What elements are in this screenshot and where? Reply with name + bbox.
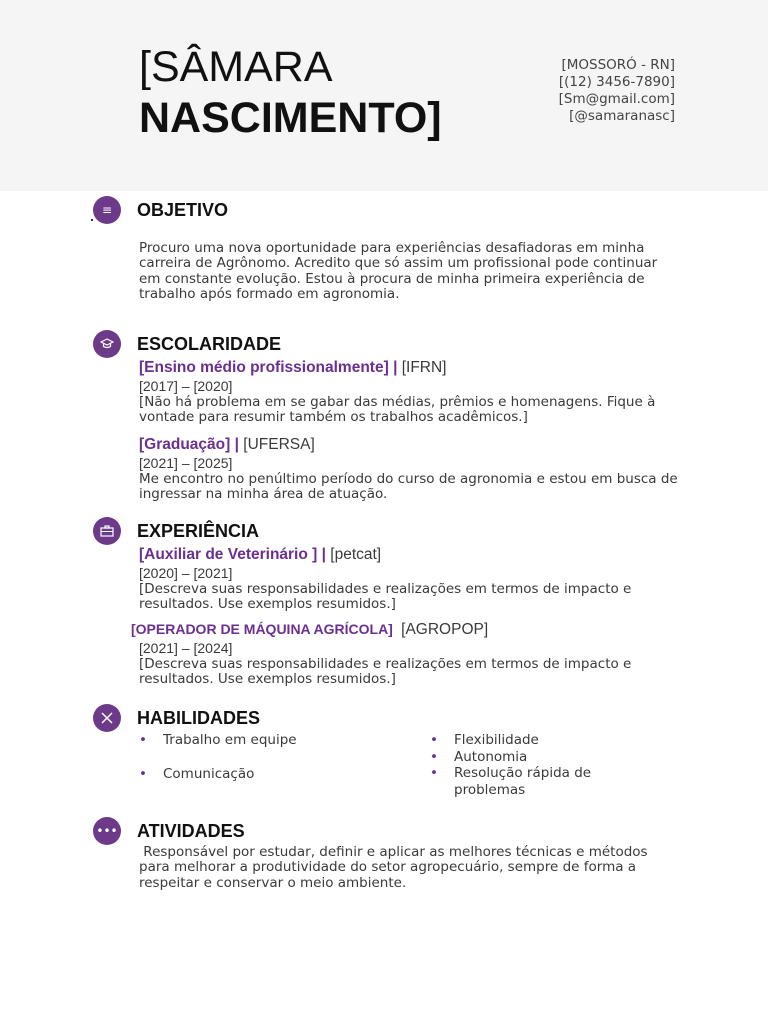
separator: | — [321, 546, 326, 563]
section-title-education: ESCOLARIDADE — [137, 334, 282, 354]
last-name: NASCIMENTO] — [139, 94, 442, 142]
experience-desc: [Descreva suas responsabilidades e realizações em termos de impacto e resultados. Use exemplos resumidos.] — [139, 655, 632, 687]
experience-dates: [2020] – [2021] — [139, 565, 233, 581]
education-place: [IFRN] — [401, 359, 447, 376]
candidate-name — [139, 42, 442, 144]
list-item: • Trabalho em equipe — [139, 732, 399, 749]
activities-text: Responsável por estudar, definir e aplicar as melhores técnicas e métodos para melhorar a produtividade do setor agropecuário, sempre de forma a respeitar e conservar o meio ambiente. — [139, 844, 652, 891]
experience-title: [Auxiliar de Veterinário ] — [139, 546, 318, 563]
section-title-experience: EXPERIÊNCIA — [137, 521, 260, 541]
list-item: • Flexibilidade — [430, 732, 630, 749]
graduation-cap-icon — [93, 330, 121, 358]
education-desc: [Não há problema em se gabar das médias, prêmios e homenagens. Fique à vontade para resumir também os trabalhos acadêmicos.] — [139, 394, 656, 426]
education-desc: Me encontro no penúltimo período do curso de agronomia e estou em busca de ingressar na minha área de atuação. — [139, 470, 678, 502]
contact-location: [MOSSORÓ - RN] — [561, 57, 675, 73]
list-item: • Autonomia — [430, 749, 630, 766]
divider-mark — [91, 219, 93, 221]
experience-title: [OPERADOR DE MÁQUINA AGRÍCOLA] — [131, 620, 393, 637]
experience-place: [petcat] — [330, 546, 382, 563]
tools-icon — [93, 704, 121, 732]
contact-email: [Sm@gmail.com] — [558, 91, 675, 107]
separator: | — [393, 359, 398, 376]
skills-right-list — [430, 732, 630, 798]
contact-social: [@samaranasc] — [569, 108, 675, 124]
section-title-skills: HABILIDADES — [137, 708, 261, 728]
education-title: [Ensino médio profissionalmente] — [139, 359, 389, 376]
contact-info — [559, 57, 675, 125]
education-title: [Graduação] — [139, 435, 231, 453]
education-dates: [2017] – [2020] — [139, 378, 233, 394]
section-title-objective: OBJETIVO — [137, 200, 229, 220]
list-item: • Resolução rápida de problemas — [430, 765, 630, 798]
experience-item-title-row — [131, 619, 679, 640]
objective-text: Procuro uma nova oportunidade para experiências desafiadoras em minha carreira de Agrônomo. Acredito que só assim um profissional pode continuar em constante evolução. Estou à procura de minha primeira experiência de trabalho após formado em agronomia. — [139, 240, 658, 302]
education-dates: [2021] – [2025] — [139, 454, 233, 471]
contact-phone: [(12) 3456-7890] — [558, 74, 675, 90]
skills-left-list — [139, 732, 399, 782]
briefcase-icon — [93, 517, 121, 545]
experience-item-title-row — [139, 545, 679, 565]
experience-place: [AGROPOP] — [401, 620, 489, 638]
education-item-title-row — [139, 435, 679, 455]
list-item: • Comunicação — [139, 766, 399, 783]
first-name: [SÂMARA — [139, 43, 333, 91]
ellipsis-icon: ••• — [93, 817, 121, 845]
education-item-title-row — [139, 358, 679, 378]
education-list — [139, 358, 679, 502]
education-place: [UFERSA] — [243, 435, 315, 453]
experience-list — [131, 545, 679, 687]
section-title-activities: ATIVIDADES — [137, 821, 245, 841]
experience-desc: [Descreva suas responsabilidades e realizações em termos de impacto e resultados. Use exemplos resumidos.] — [139, 581, 632, 613]
list-icon: ≡ — [93, 196, 121, 224]
separator: | — [234, 435, 239, 453]
experience-dates: [2021] – [2024] — [139, 639, 233, 656]
